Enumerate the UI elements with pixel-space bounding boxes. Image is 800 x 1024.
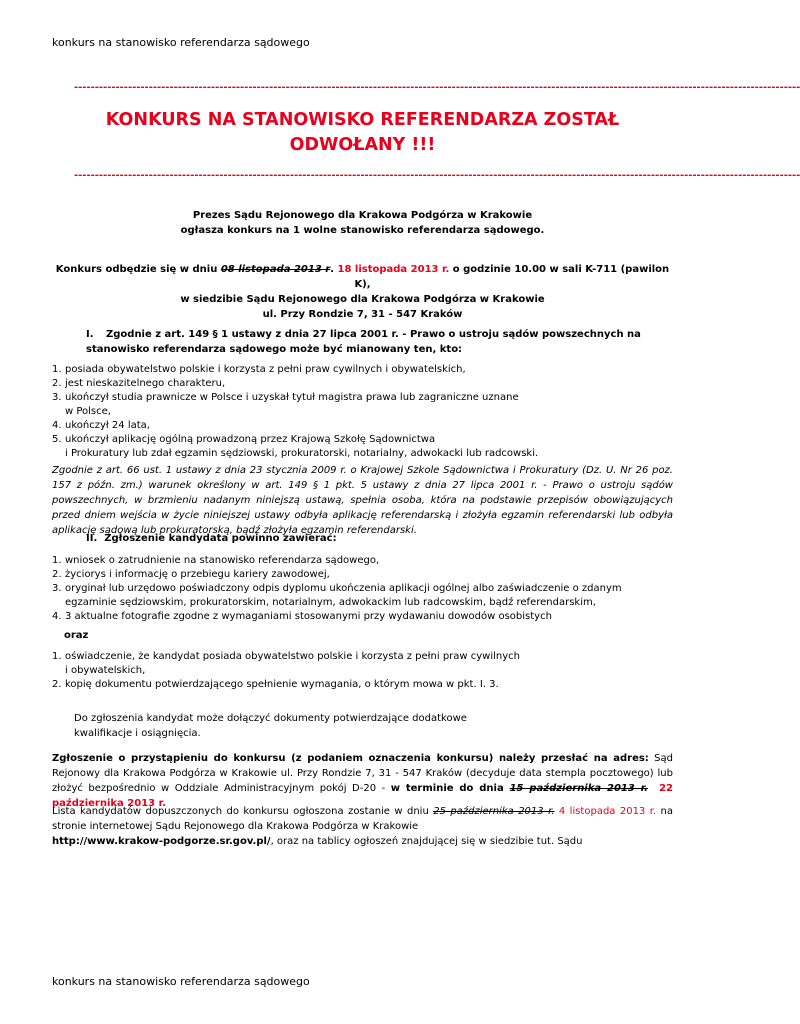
candidates-middle: na stronie internetowej Sądu Rejonowego dla Krakowa Podgórza w Krakowie — [52, 806, 673, 832]
page-footer: konkurs na stanowisko referendarza sądowego — [52, 975, 310, 988]
list-number: 4. — [52, 420, 62, 431]
list-number: 5. — [52, 434, 62, 445]
candidates-old-date: 25 października 2013 r. — [433, 806, 555, 817]
list-number: 3. — [52, 583, 62, 594]
list-number: 4. — [52, 611, 62, 622]
section-2-text: Zgłoszenie kandydata powinno zawierać: — [104, 533, 337, 544]
intro-line-2: ogłasza konkurs na 1 wolne stanowisko referendarza sądowego. — [180, 225, 545, 236]
page-title: KONKURS NA STANOWISKO REFERENDARZA ZOSTAŁ ODWOŁANY !!! — [105, 110, 620, 155]
candidates-new-date: 4 listopada 2013 r. — [558, 806, 657, 817]
list-text: ukończył aplikację ogólną prowadzoną przez Krajową Szkołę Sądownictwa — [65, 434, 436, 445]
list-item — [52, 582, 672, 610]
application-paragraph — [52, 751, 673, 811]
list-number: 3. — [52, 392, 62, 403]
list-text: 3 aktualne fotografie zgodne z wymaganiami stosowanymi przy wydawaniu dowodów osobistych — [65, 611, 552, 622]
apply-old-date: 15 października 2013 r. — [509, 783, 648, 794]
exam-old-date: 08 listopada 2013 r — [220, 264, 331, 275]
list-text-cont: w Polsce, — [65, 406, 111, 417]
section-1-number: I. — [86, 329, 94, 340]
list-number: 2. — [52, 679, 62, 690]
apply-deadline-lead: w terminie do dnia — [390, 783, 510, 794]
list-text: wniosek o zatrudnienie na stanowisko referendarza sądowego, — [65, 555, 380, 566]
separator-top: ------------------------------------------------------------------------------------------------------------------------------------------------------------------------------- — [74, 82, 800, 93]
list-number: 1. — [52, 364, 62, 375]
apply-new-date: 22 października 2013 r. — [52, 783, 673, 809]
apply-lead: Zgłoszenie o przystąpieniu do konkursu (z podaniem oznaczenia konkursu) należy przesłać na adres: — [52, 753, 649, 764]
exam-line-3: ul. Przy Rondzie 7, 31 - 547 Kraków — [262, 309, 463, 320]
oraz-label: oraz — [64, 630, 89, 641]
list-text: posiada obywatelstwo polskie i korzysta z pełni praw cywilnych i obywatelskich, — [65, 364, 466, 375]
list-item — [52, 568, 672, 582]
list-item — [52, 377, 672, 391]
list-text: kopię dokumentu potwierdzającego spełnienie wymagania, o którym mowa w pkt. I. 3. — [65, 679, 499, 690]
list-item — [52, 433, 672, 461]
list-item — [52, 363, 672, 377]
candidates-suffix: , oraz na tablicy ogłoszeń znajdującej się w siedzibie tut. Sądu — [270, 836, 583, 847]
separator-bottom: ------------------------------------------------------------------------------------------------------------------------------------------------------------------------------- — [74, 170, 800, 181]
exam-line-2: w siedzibie Sądu Rejonowego dla Krakowa Podgórza w Krakowie — [180, 294, 545, 305]
list-number: 2. — [52, 569, 62, 580]
list-text: ukończył 24 lata, — [65, 420, 150, 431]
section-1-text: Zgodnie z art. 149 § 1 ustawy z dnia 27 lipca 2001 r. - Prawo o ustroju sądów powszechnych na stanowisko referendarza sądowego może być mianowany ten, kto: — [86, 329, 641, 355]
page-header: konkurs na stanowisko referendarza sądowego — [52, 36, 310, 49]
list-text-cont: i Prokuratury lub zdał egzamin sędziowski, prokuratorski, notarialny, adwokacki lub radcowski. — [65, 448, 539, 459]
documents-list — [52, 554, 672, 624]
intro-block — [52, 208, 673, 238]
list-text: oświadczenie, że kandydat posiada obywatelstwo polskie i korzysta z pełni praw cywilnych — [65, 651, 521, 662]
candidates-paragraph — [52, 804, 673, 849]
section-1-heading — [86, 327, 676, 357]
list-item — [52, 678, 672, 692]
court-website-link[interactable]: http://www.krakow-podgorze.sr.gov.pl/ — [52, 836, 271, 847]
list-item — [52, 650, 672, 678]
list-text: ukończył studia prawnicze w Polsce i uzyskał tytuł magistra prawa lub zagraniczne uznane — [65, 392, 519, 403]
extra-qualifications: Do zgłoszenia kandydat może dołączyć dokumenty potwierdzające dodatkowe kwalifikacje i osiągnięcia. — [74, 713, 467, 739]
list-item — [52, 419, 672, 433]
list-item — [52, 610, 672, 624]
list-text: życiorys i informację o przebiegu kariery zawodowej, — [65, 569, 330, 580]
exam-sep: . — [330, 264, 338, 275]
requirements-list — [52, 363, 672, 461]
list-number: 1. — [52, 651, 62, 662]
list-item — [52, 554, 672, 568]
exam-block — [52, 262, 673, 322]
section-2-heading — [86, 531, 337, 546]
list-text-cont: i obywatelskich, — [65, 665, 146, 676]
statements-list — [52, 650, 672, 692]
exam-suffix: o godzinie 10.00 w sali K-711 (pawilon K), — [354, 264, 670, 290]
section-2-number: II. — [86, 533, 98, 544]
candidates-prefix: Lista kandydatów dopuszczonych do konkursu ogłoszona zostanie w dniu — [52, 806, 434, 817]
exam-prefix: Konkurs odbędzie się w dniu — [55, 264, 221, 275]
exam-new-date: 18 listopada 2013 r. — [337, 264, 450, 275]
list-text: oryginał lub urzędowo poświadczony odpis dyplomu ukończenia aplikacji ogólnej albo zaświadczenie o zdanym egzaminie sędziowskim, prokuratorskim, notarialnym, adwokackim lub radcowskim, bądź referendarskim, — [65, 583, 622, 608]
apply-text: Sąd Rejonowy dla Krakowa Podgórza w Krakowie ul. Przy Rondzie 7, 31 - 547 Kraków (decyduje data stempla pocztowego) lub złożyć bezpośrednio w Oddziale Administracyjnym pokój D-20 - — [52, 753, 673, 794]
list-item — [52, 391, 672, 419]
intro-line-1: Prezes Sądu Rejonowego dla Krakowa Podgórza w Krakowie — [192, 210, 533, 221]
legal-note: Zgodnie z art. 66 ust. 1 ustawy z dnia 23 stycznia 2009 r. o Krajowej Szkole Sądownictwa i Prokuratury (Dz. U. Nr 26 poz. 157 z późn. zm.) warunek określony w art. 149 § 1 pkt. 5 ustawy z dnia 27 lipca 2001 r. - Prawo o ustroju sądów powszechnych, w brzmieniu nadanym niniejszą ustawą, spełnia osoba, która na podstawie przepisów obowiązujących przed dniem wejścia w życie niniejszej ustawy odbyła aplikację referendarską i złożyła egzamin referendarski lub odbyła aplikację sądową lub prokuratorską, bądź złożyła egzamin referendarski. — [52, 465, 673, 536]
list-number: 2. — [52, 378, 62, 389]
list-text: jest nieskazitelnego charakteru, — [65, 378, 226, 389]
exam-line-1 — [52, 262, 673, 292]
list-number: 1. — [52, 555, 62, 566]
